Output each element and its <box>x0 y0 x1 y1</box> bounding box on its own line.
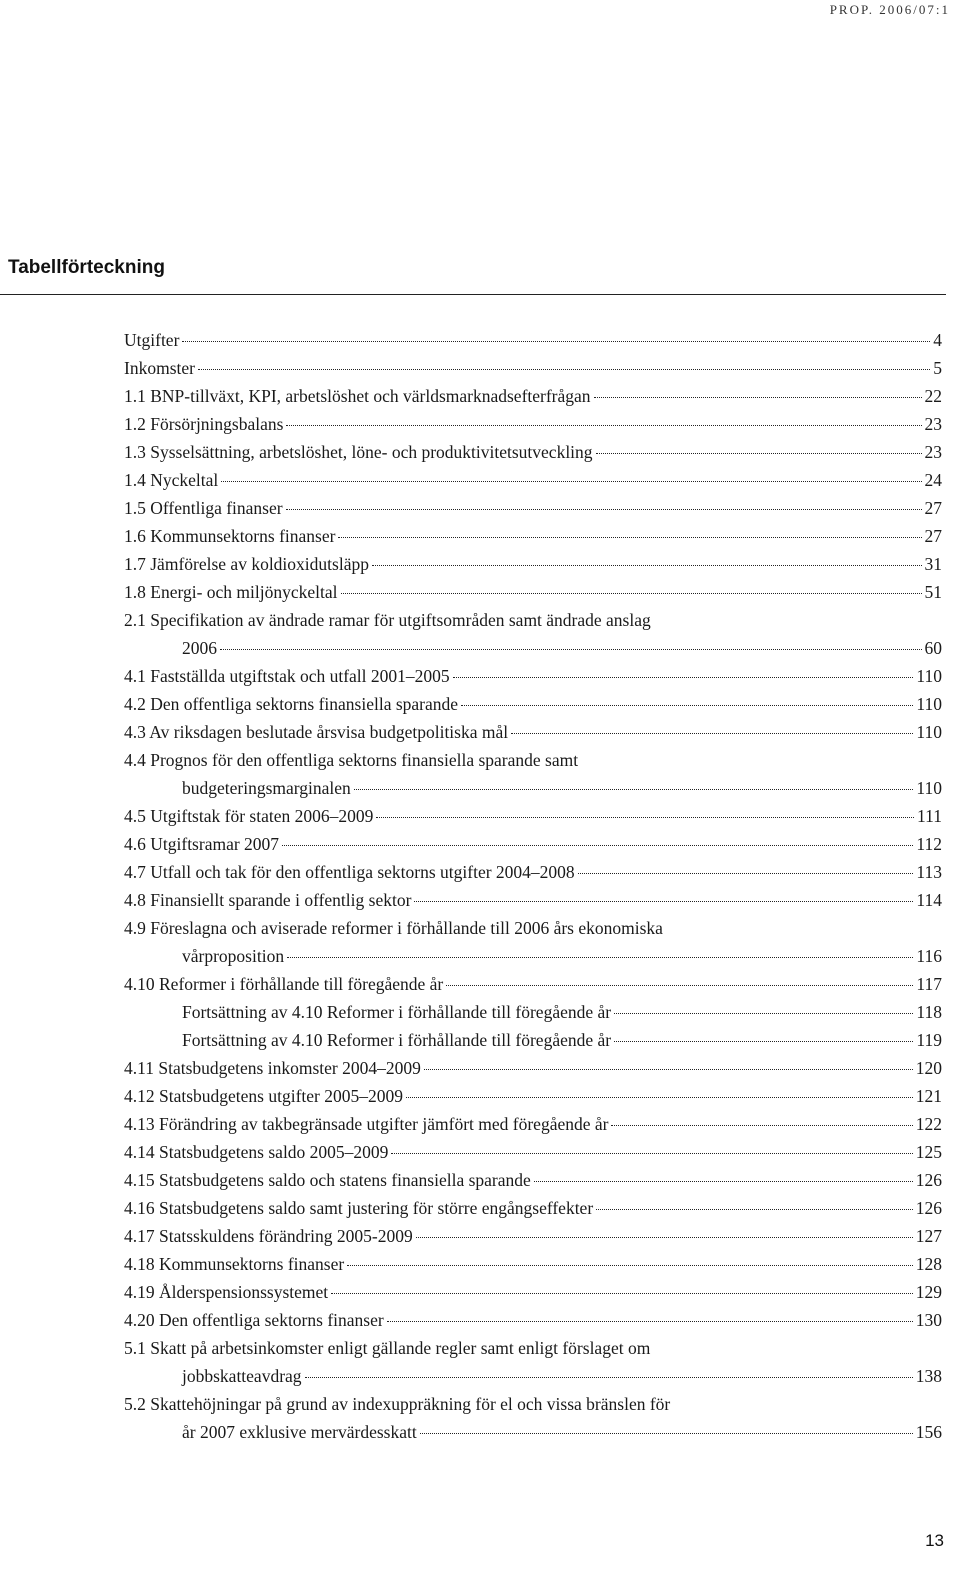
toc-entry[interactable] <box>124 718 942 746</box>
dot-leader <box>461 705 913 706</box>
dot-leader <box>614 1041 913 1042</box>
toc-entry-title: Inkomster <box>124 358 195 378</box>
dot-leader <box>611 1125 912 1126</box>
dot-leader <box>220 649 922 650</box>
dot-leader <box>578 873 914 874</box>
toc-entry-title: 4.17 Statsskuldens förändring 2005-2009 <box>124 1226 413 1246</box>
toc-entry-title-continued: 2006 <box>182 638 217 658</box>
title-rule <box>0 294 946 295</box>
page-number: 13 <box>925 1531 944 1550</box>
toc-entry-title: Fortsättning av 4.10 Reformer i förhållande till föregående år <box>182 1002 612 1022</box>
toc-entry[interactable] <box>124 1138 942 1166</box>
toc-entry-title: 1.4 Nyckeltal <box>124 470 219 490</box>
dot-leader <box>198 369 930 370</box>
toc-entry-title: 4.19 Ålderspensionssystemet <box>124 1282 329 1302</box>
toc-entry-page-number: 110 <box>916 778 942 798</box>
toc-entry-page-number: 127 <box>915 1226 942 1246</box>
toc-entry[interactable] <box>124 886 942 914</box>
toc-entry-title: 4.12 Statsbudgetens utgifter 2005–2009 <box>124 1086 404 1106</box>
running-head: PROP. 2006/07:1 <box>829 2 950 17</box>
toc-entry-title: 5.1 Skatt på arbetsinkomster enligt gällande regler samt enligt förslaget om <box>124 1338 651 1358</box>
toc-entry-page-number: 116 <box>916 946 942 966</box>
toc-entry-title: 1.8 Energi- och miljönyckeltal <box>124 582 338 602</box>
toc-entry-title: 1.6 Kommunsektorns finanser <box>124 526 336 546</box>
dot-leader <box>286 425 921 426</box>
toc-entry-title-continued: år 2007 exklusive mervärdesskatt <box>182 1422 417 1442</box>
toc-entry-title-continued: jobbskatteavdrag <box>182 1366 302 1386</box>
toc-entry[interactable] <box>124 830 942 858</box>
toc-entry-title: 4.15 Statsbudgetens saldo och statens finansiella sparande <box>124 1170 531 1190</box>
toc-entry-page-number: 138 <box>915 1366 942 1386</box>
toc-entry[interactable] <box>124 354 942 382</box>
dot-leader <box>534 1181 913 1182</box>
toc-entry-page-number: 110 <box>916 694 942 714</box>
toc-entry-page-number: 5 <box>933 358 942 378</box>
toc-entry-page-number: 31 <box>924 554 942 574</box>
toc-entry-page-number: 4 <box>933 330 942 350</box>
toc-entry[interactable] <box>124 466 942 494</box>
toc-entry[interactable] <box>124 662 942 690</box>
toc-entry[interactable] <box>124 1306 942 1334</box>
toc-entry[interactable] <box>124 550 942 578</box>
toc-entry-title: 4.6 Utgiftsramar 2007 <box>124 834 280 854</box>
dot-leader <box>594 397 922 398</box>
toc-entry[interactable] <box>124 1222 942 1250</box>
toc-entry-page-number: 23 <box>924 414 942 434</box>
toc-entry[interactable] <box>124 1110 942 1138</box>
toc-entry[interactable] <box>124 522 942 550</box>
dot-leader <box>406 1097 913 1098</box>
toc-entry-page-number: 126 <box>915 1170 942 1190</box>
toc-entry-page-number: 119 <box>916 1030 942 1050</box>
toc-entry[interactable] <box>124 606 942 662</box>
toc-entry[interactable] <box>124 1334 942 1390</box>
toc-entry-page-number: 125 <box>915 1142 942 1162</box>
toc-entry[interactable] <box>124 410 942 438</box>
toc-entry-page-number: 113 <box>916 862 942 882</box>
toc-entry-page-number: 111 <box>917 806 942 826</box>
toc-entry-page-number: 128 <box>915 1254 942 1274</box>
toc-entry-title: 1.2 Försörjningsbalans <box>124 414 284 434</box>
toc-entry-page-number: 130 <box>915 1310 942 1330</box>
dot-leader <box>596 1209 913 1210</box>
toc-entry[interactable] <box>124 1166 942 1194</box>
toc-entry[interactable] <box>124 746 942 802</box>
dot-leader <box>424 1069 913 1070</box>
dot-leader <box>391 1153 912 1154</box>
toc-entry-page-number: 51 <box>924 582 942 602</box>
toc-entry-title: 4.5 Utgiftstak för staten 2006–2009 <box>124 806 374 826</box>
toc-entry[interactable] <box>124 326 942 354</box>
toc-entry[interactable] <box>124 914 942 970</box>
toc-entry-page-number: 110 <box>916 666 942 686</box>
page-title: Tabellförteckning <box>8 257 165 278</box>
toc-entry-page-number: 60 <box>924 638 942 658</box>
dot-leader <box>347 1265 913 1266</box>
dot-leader <box>453 677 914 678</box>
dot-leader <box>614 1013 913 1014</box>
toc-entry-title: 4.8 Finansiellt sparande i offentlig sektor <box>124 890 412 910</box>
toc-entry-page-number: 122 <box>915 1114 942 1134</box>
toc-entry-title: 4.13 Förändring av takbegränsade utgifter jämfört med föregående år <box>124 1114 609 1134</box>
toc-entry-title: 4.9 Föreslagna och aviserade reformer i förhållande till 2006 års ekonomiska <box>124 918 663 938</box>
dot-leader <box>596 453 922 454</box>
dot-leader <box>282 845 913 846</box>
toc-entry-page-number: 27 <box>924 526 942 546</box>
toc-entry[interactable] <box>124 1194 942 1222</box>
toc-entry[interactable] <box>124 1278 942 1306</box>
dot-leader <box>286 509 922 510</box>
toc-entry-title: 4.16 Statsbudgetens saldo samt justering för större engångseffekter <box>124 1198 594 1218</box>
dot-leader <box>372 565 922 566</box>
toc-entry-title: 4.1 Fastställda utgiftstak och utfall 2001–2005 <box>124 666 450 686</box>
dot-leader <box>354 789 914 790</box>
toc-entry[interactable] <box>124 802 942 830</box>
toc-entry[interactable] <box>124 578 942 606</box>
toc-entry-title: 4.4 Prognos för den offentliga sektorns finansiella sparande samt <box>124 750 579 770</box>
toc-entry-title: 4.10 Reformer i förhållande till föregående år <box>124 974 444 994</box>
toc-entry-page-number: 110 <box>916 722 942 742</box>
toc-entry-title: 4.11 Statsbudgetens inkomster 2004–2009 <box>124 1058 421 1078</box>
toc-entry-title: 4.18 Kommunsektorns finanser <box>124 1254 345 1274</box>
toc-entry-page-number: 112 <box>916 834 942 854</box>
toc-entry[interactable] <box>124 1054 942 1082</box>
dot-leader <box>287 957 913 958</box>
toc-entry-title: 4.14 Statsbudgetens saldo 2005–2009 <box>124 1142 389 1162</box>
dot-leader <box>182 341 930 342</box>
dot-leader <box>414 901 913 902</box>
toc-entry-title: 1.5 Offentliga finanser <box>124 498 283 518</box>
toc-entry[interactable] <box>124 690 942 718</box>
toc-entry[interactable] <box>124 970 942 998</box>
toc-entry-title: 5.2 Skattehöjningar på grund av indexuppräkning för el och vissa bränslen för <box>124 1394 671 1414</box>
dot-leader <box>341 593 922 594</box>
toc-entry[interactable] <box>124 1390 942 1446</box>
dot-leader <box>416 1237 913 1238</box>
toc-entry-title: 4.20 Den offentliga sektorns finanser <box>124 1310 384 1330</box>
dot-leader <box>420 1433 913 1434</box>
dot-leader <box>376 817 914 818</box>
toc-entry-title: 4.3 Av riksdagen beslutade årsvisa budgetpolitiska mål <box>124 722 509 742</box>
toc-entry[interactable] <box>124 998 942 1026</box>
toc-entry-title: 4.7 Utfall och tak för den offentliga sektorns utgifter 2004–2008 <box>124 862 575 882</box>
toc-entry-title: 1.7 Jämförelse av koldioxidutsläpp <box>124 554 369 574</box>
toc-entry[interactable] <box>124 382 942 410</box>
toc-entry-page-number: 120 <box>915 1058 942 1078</box>
toc-entry-page-number: 23 <box>924 442 942 462</box>
table-of-contents-list <box>124 326 942 1446</box>
toc-entry-title-continued: vårproposition <box>182 946 285 966</box>
toc-entry-title: 1.3 Sysselsättning, arbetslöshet, löne- och produktivitetsutveckling <box>124 442 593 462</box>
dot-leader <box>331 1293 913 1294</box>
toc-entry-page-number: 27 <box>924 498 942 518</box>
toc-entry-page-number: 129 <box>915 1282 942 1302</box>
toc-entry-title: Fortsättning av 4.10 Reformer i förhållande till föregående år <box>182 1030 612 1050</box>
toc-entry-page-number: 24 <box>924 470 942 490</box>
toc-entry-page-number: 118 <box>916 1002 942 1022</box>
toc-entry-title: 1.1 BNP-tillväxt, KPI, arbetslöshet och världsmarknadsefterfrågan <box>124 386 591 406</box>
toc-entry-page-number: 22 <box>924 386 942 406</box>
toc-entry[interactable] <box>124 494 942 522</box>
toc-entry[interactable] <box>124 1250 942 1278</box>
toc-entry-page-number: 114 <box>916 890 942 910</box>
toc-entry-page-number: 156 <box>915 1422 942 1442</box>
toc-entry-title: 4.2 Den offentliga sektorns finansiella sparande <box>124 694 459 714</box>
dot-leader <box>338 537 921 538</box>
toc-entry[interactable] <box>124 1026 942 1054</box>
toc-entry[interactable] <box>124 438 942 466</box>
toc-entry-title-continued: budgeteringsmarginalen <box>182 778 351 798</box>
toc-entry[interactable] <box>124 1082 942 1110</box>
dot-leader <box>305 1377 913 1378</box>
toc-entry-title: Utgifter <box>124 330 180 350</box>
dot-leader <box>221 481 921 482</box>
dot-leader <box>511 733 913 734</box>
toc-entry-page-number: 126 <box>915 1198 942 1218</box>
dot-leader <box>387 1321 913 1322</box>
dot-leader <box>446 985 913 986</box>
toc-entry-page-number: 117 <box>916 974 942 994</box>
toc-entry-page-number: 121 <box>915 1086 942 1106</box>
toc-entry[interactable] <box>124 858 942 886</box>
toc-entry-title: 2.1 Specifikation av ändrade ramar för utgiftsområden samt ändrade anslag <box>124 610 651 630</box>
